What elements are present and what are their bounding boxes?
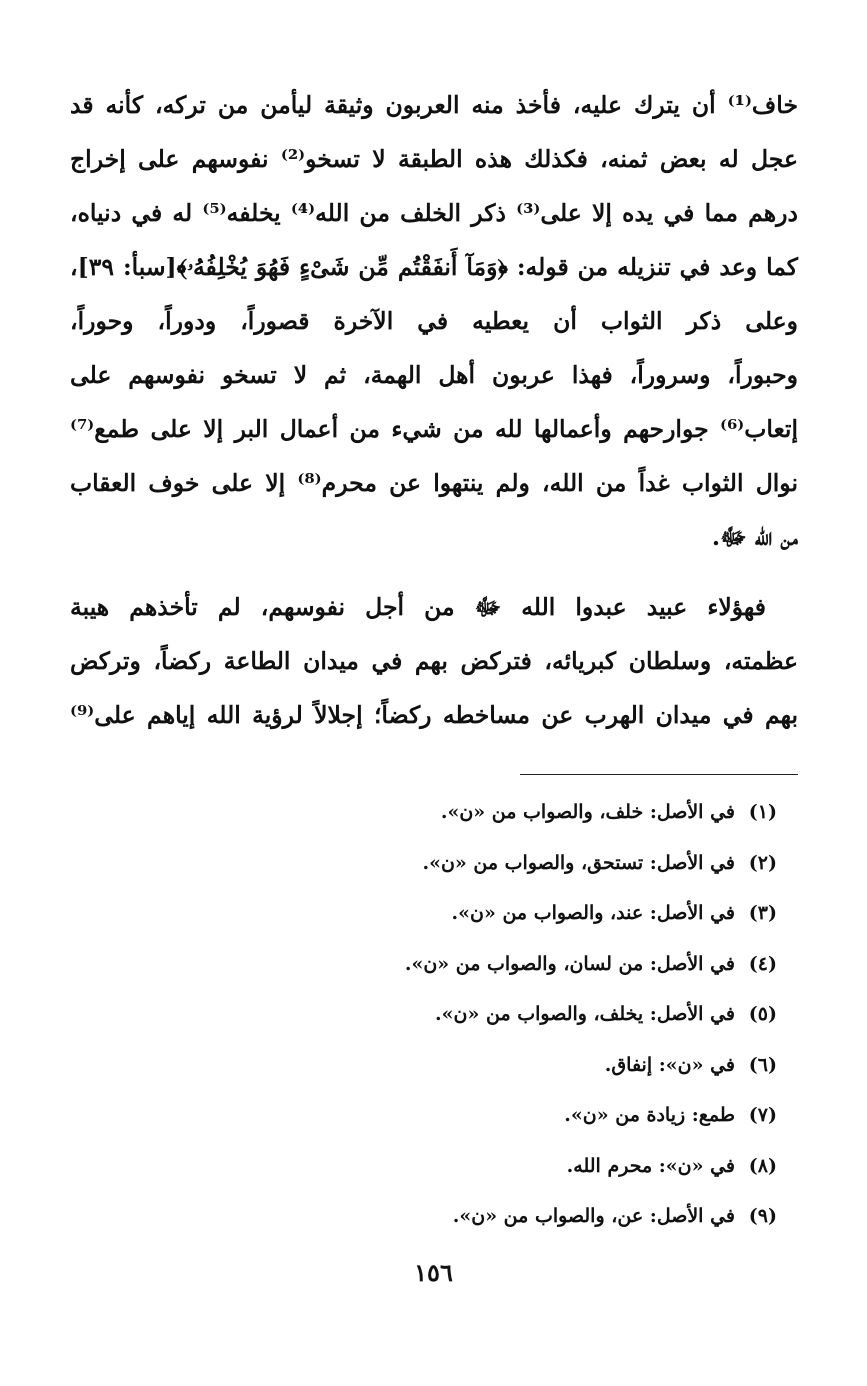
text-line: نوال الثواب غداً من الله، ولم ينتهوا عن محرم⁽⁸⁾ إلا على خوف العقاب bbox=[70, 469, 798, 497]
paragraph-gap bbox=[70, 564, 798, 580]
footnote-text: في «ن»: محرم الله. bbox=[566, 1154, 735, 1177]
footnote-number: (١) bbox=[748, 801, 777, 823]
footnote-number: (٢) bbox=[748, 851, 777, 874]
text-line: عظمته، وسلطان كبريائه، فتركض بهم في ميدان الطاعة ركضاً، وتركض bbox=[70, 647, 798, 675]
text-line: وعلى ذكر الثواب أن يعطيه في الآخرة قصوراً، ودوراً، وحوراً، bbox=[70, 307, 798, 335]
footnote-text: في الأصل: خلف، والصواب من «ن». bbox=[440, 801, 735, 823]
footnote-text: في الأصل: يخلف، والصواب من «ن». bbox=[435, 1003, 735, 1025]
text-line: كما وعد في تنزيله من قوله: ﴿وَمَآ أَنفَقْتُم مِّن شَىْءٍ فَهُوَ يُخْلِفُهُۥ﴾[سبأ: ٣٩]، bbox=[70, 253, 798, 281]
footnote-text: في الأصل: عند، والصواب من «ن». bbox=[451, 902, 735, 924]
footnote-text: في «ن»: إنفاق. bbox=[604, 1053, 735, 1076]
main-text bbox=[70, 78, 798, 742]
footnote-number: (٤) bbox=[748, 952, 777, 975]
footnote bbox=[177, 1090, 777, 1141]
footnotes bbox=[177, 787, 777, 1242]
text-line: عجل له بعض ثمنه، فكذلك هذه الطبقة لا تسخو⁽²⁾ نفوسهم على إخراج bbox=[70, 145, 798, 173]
footnote-text: في الأصل: تستحق، والصواب من «ن». bbox=[422, 851, 735, 874]
text-line: وحبوراً، وسروراً، فهذا عربون أهل الهمة، ثم لا تسخو نفوسهم على bbox=[70, 361, 798, 389]
footnote-number: (٧) bbox=[748, 1104, 777, 1126]
footnote bbox=[177, 888, 777, 939]
footnote bbox=[177, 989, 777, 1040]
footnote bbox=[177, 838, 777, 889]
text-line: بهم في ميدان الهرب عن مساخطه ركضاً؛ إجلالاً لرؤية الله إياهم على⁽⁹⁾ bbox=[70, 701, 798, 729]
footnote-number: (٨) bbox=[748, 1154, 777, 1177]
footnote bbox=[177, 787, 777, 838]
page-number: ١٥٦ bbox=[414, 1258, 453, 1287]
footnote-number: (٣) bbox=[748, 902, 777, 924]
footnote-number: (٩) bbox=[748, 1205, 777, 1227]
text-line: من الله ﷻ. bbox=[711, 523, 798, 551]
footnote-text: في الأصل: من لسان، والصواب من «ن». bbox=[404, 952, 735, 975]
text-line: إتعاب⁽⁶⁾ جوارحهم وأعمالها لله من شيء من أعمال البر إلا على طمع⁽⁷⁾ bbox=[70, 415, 798, 443]
text-line: خاف⁽¹⁾ أن يترك عليه، فأخذ منه العربون وثيقة ليأمن من تركه، كأنه قد bbox=[70, 91, 798, 119]
footnote bbox=[177, 939, 777, 990]
footnote-number: (٥) bbox=[748, 1003, 777, 1025]
footnote-separator bbox=[520, 774, 798, 775]
footnote bbox=[177, 1040, 777, 1091]
text-line: فهؤلاء عبيد عبدوا الله ﷻ من أجل نفوسهم، لم تأخذهم هيبة bbox=[70, 593, 766, 621]
footnote-text: طمع: زيادة من «ن». bbox=[564, 1104, 735, 1126]
footnote-number: (٦) bbox=[748, 1053, 777, 1076]
text-line: درهم مما في يده إلا على⁽³⁾ ذكر الخلف من الله⁽⁴⁾ يخلفه⁽⁵⁾ له في دنياه، bbox=[70, 199, 798, 227]
footnote bbox=[177, 1141, 777, 1192]
footnote bbox=[177, 1191, 777, 1242]
footnote-text: في الأصل: عن، والصواب من «ن». bbox=[452, 1205, 735, 1227]
